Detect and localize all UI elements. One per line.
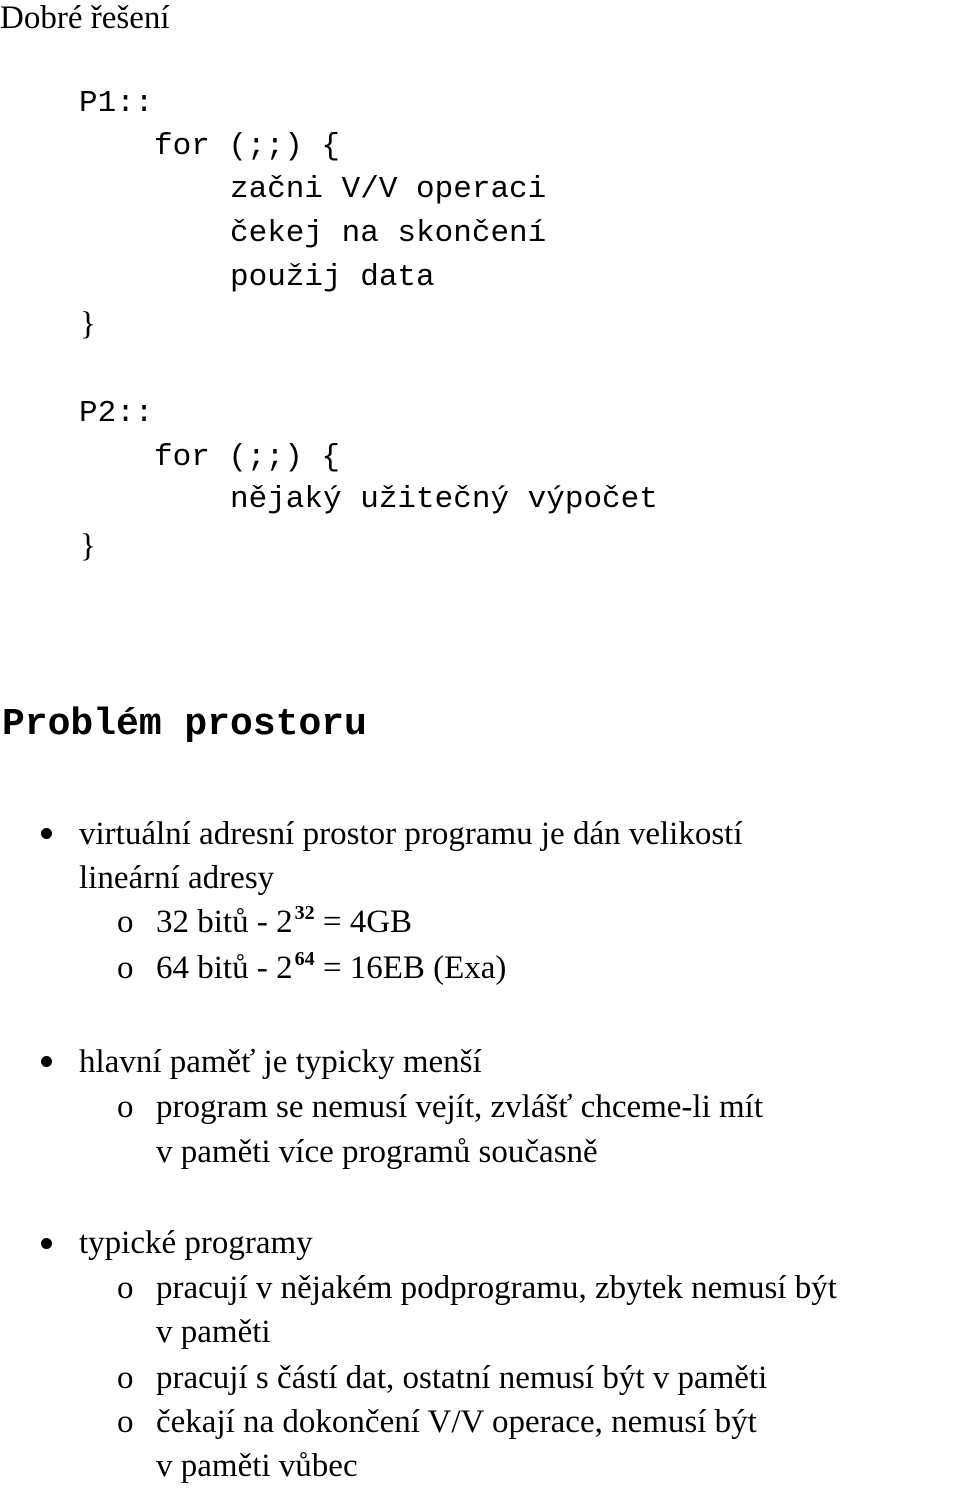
code-p1-label: P1::: [79, 86, 154, 121]
bullet-1-sub-2: [156, 946, 506, 994]
bullet-1-sub-2-exponent: 64: [294, 948, 315, 970]
sub-bullet-marker: o: [117, 904, 134, 940]
bullet-1-sub-2-result: = 16EB (Exa): [314, 950, 507, 986]
bullet-1-sub-1-text: 32 bitů - 2: [156, 904, 293, 940]
bullet-3-sub-3-line-1: čekají na dokončení V/V operace, nemusí být: [156, 1404, 757, 1440]
code-p2-close: }: [80, 528, 96, 564]
code-p1-line3: použij data: [230, 260, 435, 295]
bullet-1-line-1: virtuální adresní prostor programu je dán velikostí: [79, 816, 743, 852]
bullet-1-sub-1: [156, 900, 412, 948]
bullet-2-sub-1-line-2: v paměti více programů současně: [156, 1134, 598, 1170]
code-p2-label: P2::: [79, 396, 154, 431]
bullet-dot-icon: [41, 1056, 52, 1067]
code-p1-close: }: [80, 306, 96, 342]
bullet-2-line-1: hlavní paměť je typicky menší: [79, 1044, 482, 1080]
bullet-3-line-1: typické programy: [79, 1225, 313, 1261]
bullet-3-sub-2-line-1: pracují s částí dat, ostatní nemusí být v paměti: [156, 1360, 768, 1396]
code-p1-line1: začni V/V operaci: [230, 172, 547, 207]
bullet-1-line-2: lineární adresy: [79, 860, 275, 896]
bullet-3-sub-1-line-2: v paměti: [156, 1314, 271, 1350]
bullet-3-sub-1-line-1: pracují v nějakém podprogramu, zbytek nemusí být: [156, 1270, 837, 1306]
sub-bullet-marker: o: [117, 1089, 134, 1125]
bullet-dot-icon: [41, 1238, 52, 1249]
bullet-2-sub-1-line-1: program se nemusí vejít, zvlášť chceme-li mít: [156, 1089, 764, 1125]
sub-bullet-marker: o: [117, 1404, 134, 1440]
code-p2-line1: nějaký užitečný výpočet: [230, 482, 658, 517]
section-heading: Problém prostoru: [2, 703, 367, 746]
sub-bullet-marker: o: [117, 1360, 134, 1396]
code-p1-for: for (;;) {: [154, 129, 341, 164]
bullet-1-sub-1-exponent: 32: [294, 902, 315, 924]
bullet-3-sub-3-line-2: v paměti vůbec: [156, 1448, 358, 1484]
sub-bullet-marker: o: [117, 1270, 134, 1306]
code-p1-line2: čekej na skončení: [230, 216, 547, 251]
bullet-1-sub-2-text: 64 bitů - 2: [156, 950, 293, 986]
code-p2-for: for (;;) {: [154, 440, 341, 475]
sub-bullet-marker: o: [117, 950, 134, 986]
bullet-dot-icon: [41, 828, 52, 839]
bullet-1-sub-1-result: = 4GB: [314, 904, 413, 940]
page-title: Dobré řešení: [0, 0, 170, 36]
